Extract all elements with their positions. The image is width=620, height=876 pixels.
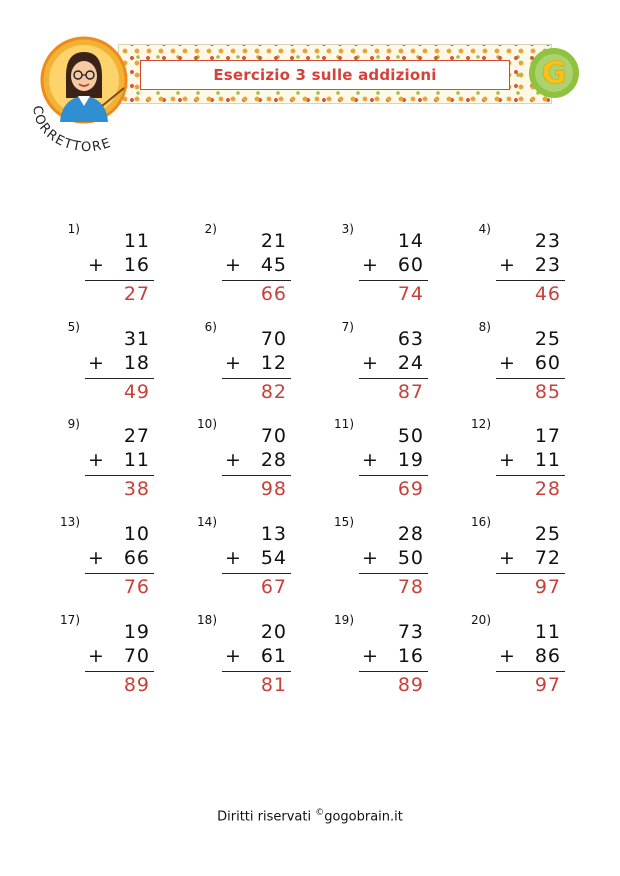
first-addend: 11 — [123, 230, 150, 252]
second-addend: 19 — [397, 449, 424, 471]
addition-problem — [324, 417, 424, 513]
plus-sign: + — [88, 645, 104, 667]
first-addend: 31 — [123, 328, 150, 350]
answer: 78 — [397, 576, 424, 598]
footer-text: Diritti riservati — [217, 809, 316, 825]
addition-problem — [50, 613, 150, 709]
second-addend: 24 — [397, 352, 424, 374]
second-addend: 66 — [123, 547, 150, 569]
second-addend: 28 — [260, 449, 287, 471]
answer: 27 — [123, 283, 150, 305]
first-addend: 20 — [260, 621, 287, 643]
addition-problem — [461, 515, 561, 611]
second-addend: 61 — [260, 645, 287, 667]
sum-line — [496, 378, 565, 379]
answer: 85 — [534, 381, 561, 403]
first-addend: 11 — [534, 621, 561, 643]
addition-problem — [461, 320, 561, 416]
plus-sign: + — [88, 547, 104, 569]
second-addend: 11 — [123, 449, 150, 471]
plus-sign: + — [499, 254, 515, 276]
addition-problem — [187, 222, 287, 318]
first-addend: 50 — [397, 425, 424, 447]
second-addend: 12 — [260, 352, 287, 374]
first-addend: 25 — [534, 328, 561, 350]
answer: 82 — [260, 381, 287, 403]
addition-problem — [50, 222, 150, 318]
answer: 97 — [534, 576, 561, 598]
addition-problem — [50, 417, 150, 513]
second-addend: 16 — [123, 254, 150, 276]
answer: 69 — [397, 478, 424, 500]
problem-number: 19) — [334, 613, 354, 627]
problem-number: 18) — [197, 613, 217, 627]
sum-line — [85, 378, 154, 379]
problem-number: 20) — [471, 613, 491, 627]
answer: 67 — [260, 576, 287, 598]
logo-letter: G — [541, 56, 567, 91]
plus-sign: + — [225, 547, 241, 569]
sum-line — [222, 378, 291, 379]
answer: 87 — [397, 381, 424, 403]
second-addend: 86 — [534, 645, 561, 667]
plus-sign: + — [88, 254, 104, 276]
plus-sign: + — [362, 449, 378, 471]
answer: 76 — [123, 576, 150, 598]
addition-problem — [461, 613, 561, 709]
first-addend: 10 — [123, 523, 150, 545]
correttore-label: CORRETTORE — [29, 104, 114, 156]
answer: 81 — [260, 674, 287, 696]
first-addend: 27 — [123, 425, 150, 447]
sum-line — [85, 280, 154, 281]
problem-number: 13) — [60, 515, 80, 529]
plus-sign: + — [88, 449, 104, 471]
copyright-symbol: © — [315, 808, 325, 818]
second-addend: 70 — [123, 645, 150, 667]
problem-number: 12) — [471, 417, 491, 431]
sum-line — [359, 671, 428, 672]
sum-line — [496, 671, 565, 672]
sum-line — [222, 671, 291, 672]
first-addend: 63 — [397, 328, 424, 350]
plus-sign: + — [225, 449, 241, 471]
sum-line — [496, 280, 565, 281]
plus-sign: + — [225, 254, 241, 276]
plus-sign: + — [88, 352, 104, 374]
second-addend: 60 — [534, 352, 561, 374]
footer-site: gogobrain.it — [324, 809, 403, 825]
second-addend: 72 — [534, 547, 561, 569]
second-addend: 45 — [260, 254, 287, 276]
sum-line — [496, 573, 565, 574]
second-addend: 54 — [260, 547, 287, 569]
problem-number: 16) — [471, 515, 491, 529]
answer: 49 — [123, 381, 150, 403]
problem-number: 14) — [197, 515, 217, 529]
second-addend: 23 — [534, 254, 561, 276]
problem-number: 9) — [67, 417, 80, 431]
plus-sign: + — [499, 352, 515, 374]
addition-problem — [187, 320, 287, 416]
answer: 66 — [260, 283, 287, 305]
problem-number: 3) — [341, 222, 354, 236]
first-addend: 25 — [534, 523, 561, 545]
plus-sign: + — [362, 547, 378, 569]
plus-sign: + — [225, 352, 241, 374]
problem-number: 8) — [478, 320, 491, 334]
first-addend: 14 — [397, 230, 424, 252]
addition-problem — [324, 515, 424, 611]
addition-problem — [187, 417, 287, 513]
plus-sign: + — [499, 645, 515, 667]
addition-problem — [324, 320, 424, 416]
first-addend: 28 — [397, 523, 424, 545]
addition-problem — [324, 613, 424, 709]
problem-number: 4) — [478, 222, 491, 236]
problem-number: 17) — [60, 613, 80, 627]
sum-line — [85, 475, 154, 476]
gogobrain-logo-icon — [527, 46, 581, 100]
problem-number: 2) — [204, 222, 217, 236]
addition-problem — [187, 515, 287, 611]
sum-line — [85, 573, 154, 574]
correttore-badge — [20, 60, 160, 156]
first-addend: 19 — [123, 621, 150, 643]
problem-number: 10) — [197, 417, 217, 431]
sum-line — [359, 280, 428, 281]
problem-number: 5) — [67, 320, 80, 334]
addition-problem — [461, 417, 561, 513]
first-addend: 73 — [397, 621, 424, 643]
addition-problem — [324, 222, 424, 318]
plus-sign: + — [499, 449, 515, 471]
addition-problem — [50, 320, 150, 416]
first-addend: 70 — [260, 328, 287, 350]
addition-problem — [461, 222, 561, 318]
answer: 38 — [123, 478, 150, 500]
answer: 74 — [397, 283, 424, 305]
answer: 89 — [123, 674, 150, 696]
problem-number: 15) — [334, 515, 354, 529]
second-addend: 11 — [534, 449, 561, 471]
first-addend: 21 — [260, 230, 287, 252]
title-box — [140, 60, 510, 90]
sum-line — [496, 475, 565, 476]
answer: 89 — [397, 674, 424, 696]
plus-sign: + — [362, 254, 378, 276]
problem-number: 1) — [67, 222, 80, 236]
second-addend: 50 — [397, 547, 424, 569]
addition-problem — [50, 515, 150, 611]
sum-line — [359, 378, 428, 379]
plus-sign: + — [225, 645, 241, 667]
plus-sign: + — [362, 645, 378, 667]
page-title: Esercizio 3 sulle addizioni — [213, 66, 437, 84]
first-addend: 13 — [260, 523, 287, 545]
second-addend: 16 — [397, 645, 424, 667]
answer: 97 — [534, 674, 561, 696]
addition-problem — [187, 613, 287, 709]
sum-line — [222, 475, 291, 476]
plus-sign: + — [499, 547, 515, 569]
svg-text:CORRETTORE — [29, 105, 113, 155]
first-addend: 70 — [260, 425, 287, 447]
answer: 46 — [534, 283, 561, 305]
second-addend: 60 — [397, 254, 424, 276]
plus-sign: + — [362, 352, 378, 374]
first-addend: 17 — [534, 425, 561, 447]
first-addend: 23 — [534, 230, 561, 252]
footer — [0, 808, 620, 824]
sum-line — [222, 280, 291, 281]
sum-line — [359, 573, 428, 574]
problem-number: 7) — [341, 320, 354, 334]
answer: 28 — [534, 478, 561, 500]
second-addend: 18 — [123, 352, 150, 374]
problem-number: 11) — [334, 417, 354, 431]
sum-line — [85, 671, 154, 672]
sum-line — [359, 475, 428, 476]
sum-line — [222, 573, 291, 574]
answer: 98 — [260, 478, 287, 500]
problem-number: 6) — [204, 320, 217, 334]
